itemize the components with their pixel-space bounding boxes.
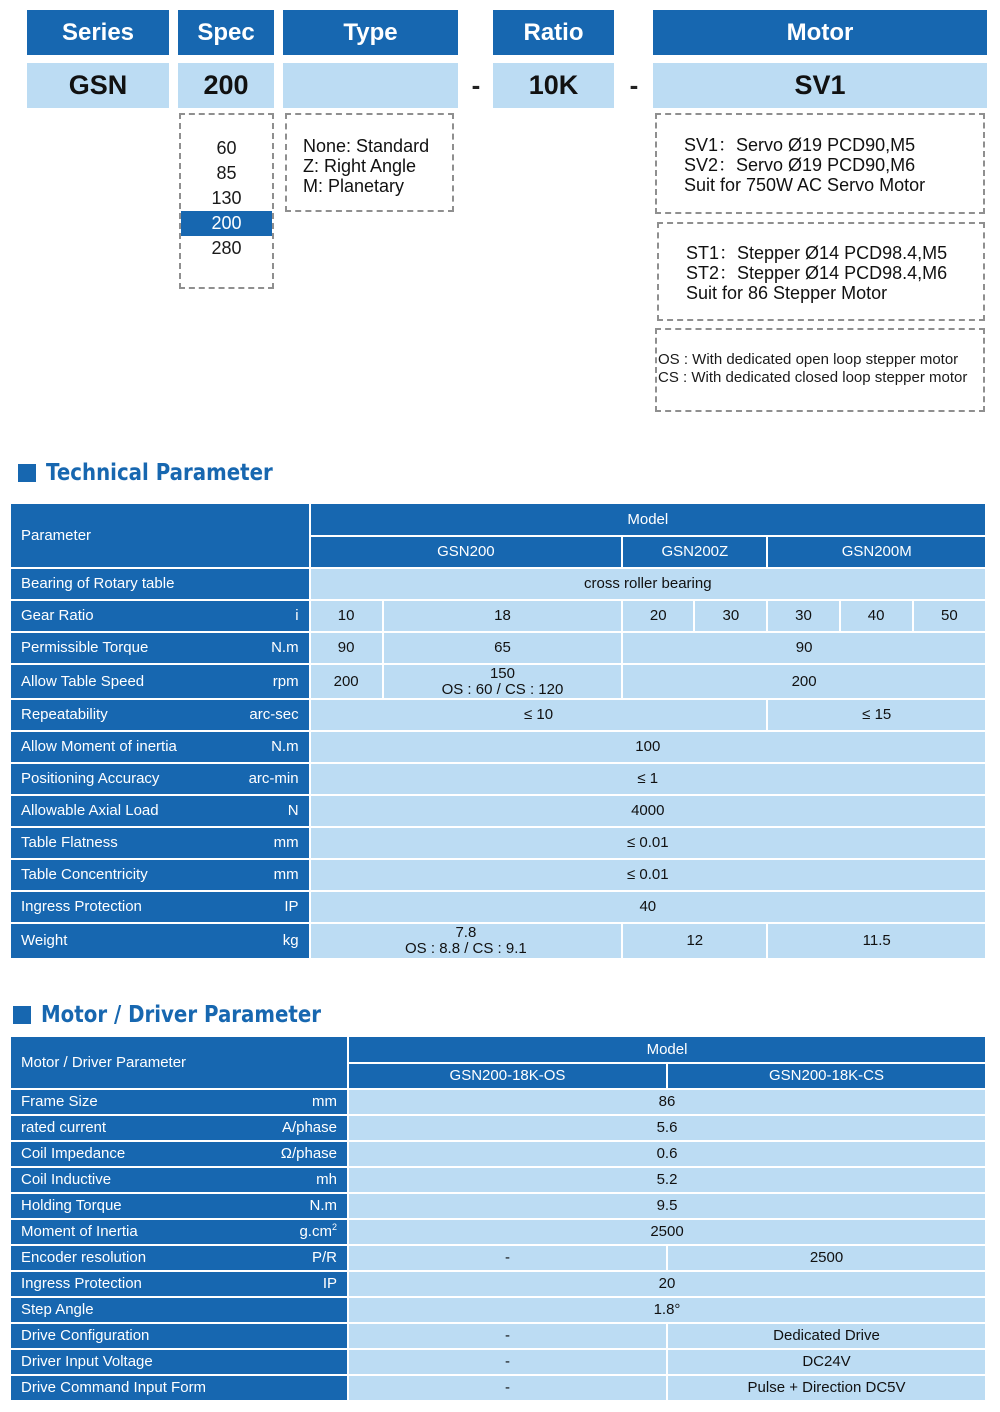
tech-model-header: Model (311, 504, 985, 535)
row-label: Drive Command Input Form (11, 1376, 347, 1400)
repeat-cell: ≤ 15 (768, 700, 985, 730)
motor-param-header: Motor / Driver Parameter (11, 1037, 347, 1088)
row-label: Frame Size mm (11, 1090, 347, 1114)
row-label: Encoder resolution P/R (11, 1246, 347, 1270)
motor-option-servo-note: Suit for 750W AC Servo Motor (684, 175, 926, 195)
row-value-cs: 2500 (668, 1246, 985, 1270)
ratio-cell: 40 (841, 601, 912, 631)
row-label: Allow Moment of inertia N.m (11, 732, 309, 762)
speed-cell: 150 OS : 60 / CS : 120 (384, 665, 621, 698)
table-row (11, 1142, 985, 1166)
motor-header: Motor (653, 10, 987, 55)
ratio-cell: 50 (914, 601, 985, 631)
dedicated-options-box (655, 328, 985, 412)
table-row (11, 828, 985, 858)
model-cs: GSN200-18K-CS (668, 1064, 985, 1088)
row-value-os: - (349, 1246, 666, 1270)
row-label: Allowable Axial Load N (11, 796, 309, 826)
speed-cell: 200 (311, 665, 382, 698)
table-row (11, 1298, 985, 1322)
spec-option-85: 85 (216, 163, 237, 183)
table-row (11, 924, 985, 958)
spec-value: 200 (178, 63, 274, 108)
moment-value: 100 (311, 732, 985, 762)
row-label: Weight kg (11, 924, 309, 958)
row-value-cs: DC24V (668, 1350, 985, 1374)
table-row (11, 1272, 985, 1296)
table-row (11, 1194, 985, 1218)
table-row (11, 1220, 985, 1244)
table-row (11, 1246, 985, 1270)
spec-option-280: 280 (211, 238, 242, 258)
row-label: Coil Inductive mh (11, 1168, 347, 1192)
row-label: Holding Torque N.m (11, 1194, 347, 1218)
row-label: Allow Table Speed rpm (11, 665, 309, 698)
bearing-value: cross roller bearing (311, 569, 985, 599)
table-row (11, 1324, 985, 1348)
row-value: 5.2 (349, 1168, 985, 1192)
motor-option-stepper-note: Suit for 86 Stepper Motor (686, 283, 888, 303)
row-value: 86 (349, 1090, 985, 1114)
tech-table (9, 502, 987, 960)
row-value-os: - (349, 1376, 666, 1400)
table-row (11, 1168, 985, 1192)
axial-value: 4000 (311, 796, 985, 826)
motor-value: SV1 (653, 63, 987, 108)
row-value: 20 (349, 1272, 985, 1296)
ratio-value: 10K (493, 63, 614, 108)
speed-cell: 200 (623, 665, 985, 698)
motor-option-st2: ST2：Stepper Ø14 PCD98.4,M6 (686, 263, 948, 283)
table-row (11, 732, 985, 762)
ratio-cell: 30 (768, 601, 838, 631)
section-marker-icon (18, 464, 36, 482)
row-value: 9.5 (349, 1194, 985, 1218)
row-value: 1.8° (349, 1298, 985, 1322)
row-label: Gear Ratio i (11, 601, 309, 631)
row-label: Table Flatness mm (11, 828, 309, 858)
ratio-cell: 10 (311, 601, 382, 631)
type-option-planetary: M: Planetary (303, 176, 405, 196)
table-row (11, 1090, 985, 1114)
table-row (11, 601, 985, 631)
section-marker-icon (13, 1006, 31, 1024)
tech-title-text: Technical Parameter (46, 460, 273, 486)
series-value: GSN (27, 63, 169, 108)
repeat-cell: ≤ 10 (311, 700, 767, 730)
row-label: Permissible Torque N.m (11, 633, 309, 663)
row-value: 0.6 (349, 1142, 985, 1166)
stepper-options-box (657, 222, 985, 321)
table-row (11, 860, 985, 890)
weight-cell: 12 (623, 924, 766, 958)
flatness-value: ≤ 0.01 (311, 828, 985, 858)
row-label: Step Angle (11, 1298, 347, 1322)
table-row (11, 1350, 985, 1374)
row-label: Driver Input Voltage (11, 1350, 347, 1374)
table-row (11, 1376, 985, 1400)
spec-header: Spec (178, 10, 274, 55)
row-value-os: - (349, 1350, 666, 1374)
motor-section-title (13, 1000, 367, 1030)
ratio-cell: 20 (623, 601, 693, 631)
row-value: 5.6 (349, 1116, 985, 1140)
tech-section-title (18, 458, 310, 488)
ratio-header: Ratio (493, 10, 614, 55)
motor-option-sv1: SV1：Servo Ø19 PCD90,M5 (684, 135, 916, 155)
spec-options-box (179, 113, 274, 289)
row-value-cs: Pulse + Direction DC5V (668, 1376, 985, 1400)
row-label: Ingress Protection IP (11, 1272, 347, 1296)
row-label: Moment of Inertia $g.cm^2$ (11, 1220, 347, 1244)
type-option-right-angle: Z: Right Angle (303, 156, 417, 176)
spec-option-200-selected: 200 (181, 211, 272, 236)
row-label: Table Concentricity mm (11, 860, 309, 890)
motor-option-cs: CS : With dedicated closed loop stepper motor (658, 369, 968, 386)
motor-table (9, 1035, 987, 1402)
table-row (11, 796, 985, 826)
row-value-cs: Dedicated Drive (668, 1324, 985, 1348)
accuracy-value: ≤ 1 (311, 764, 985, 794)
type-header: Type (283, 10, 458, 55)
model-gsn200m: GSN200M (768, 537, 985, 567)
torque-cell: 65 (384, 633, 621, 663)
tech-param-header: Parameter (11, 504, 309, 567)
model-gsn200: GSN200 (311, 537, 622, 567)
torque-cell: 90 (311, 633, 382, 663)
row-label: Ingress Protection IP (11, 892, 309, 922)
ratio-cell: 18 (384, 601, 621, 631)
row-label: Repeatability arc-sec (11, 700, 309, 730)
table-row (11, 700, 985, 730)
model-gsn200z: GSN200Z (623, 537, 766, 567)
spec-option-60: 60 (216, 138, 237, 158)
row-label: Coil Impedance Ω/phase (11, 1142, 347, 1166)
type-value (283, 63, 458, 108)
row-value: 2500 (349, 1220, 985, 1244)
table-row (11, 892, 985, 922)
ingress-value: 40 (311, 892, 985, 922)
motor-option-sv2: SV2：Servo Ø19 PCD90,M6 (684, 155, 916, 175)
servo-options-box (655, 113, 985, 214)
table-row (11, 665, 985, 698)
row-label: Bearing of Rotary table (11, 569, 309, 599)
table-row (11, 764, 985, 794)
series-header: Series (27, 10, 169, 55)
type-option-standard: None: Standard (303, 136, 430, 156)
row-label: Positioning Accuracy arc-min (11, 764, 309, 794)
spec-option-130: 130 (211, 188, 242, 208)
weight-cell: 7.8 OS : 8.8 / CS : 9.1 (311, 924, 622, 958)
motor-model-header: Model (349, 1037, 985, 1062)
model-os: GSN200-18K-OS (349, 1064, 666, 1088)
row-value-os: - (349, 1324, 666, 1348)
row-label: rated current A/phase (11, 1116, 347, 1140)
table-row (11, 569, 985, 599)
torque-cell: 90 (623, 633, 985, 663)
table-row (11, 1116, 985, 1140)
weight-cell: 11.5 (768, 924, 985, 958)
motor-title-text: Motor / Driver Parameter (41, 1002, 322, 1028)
motor-option-os: OS : With dedicated open loop stepper motor (658, 351, 959, 368)
separator-1: - (471, 70, 481, 100)
row-label: Drive Configuration (11, 1324, 347, 1348)
motor-option-st1: ST1：Stepper Ø14 PCD98.4,M5 (686, 243, 948, 263)
separator-2: - (629, 70, 639, 100)
table-row (11, 633, 985, 663)
ratio-cell: 30 (695, 601, 766, 631)
concentric-value: ≤ 0.01 (311, 860, 985, 890)
type-options-box (285, 113, 454, 212)
